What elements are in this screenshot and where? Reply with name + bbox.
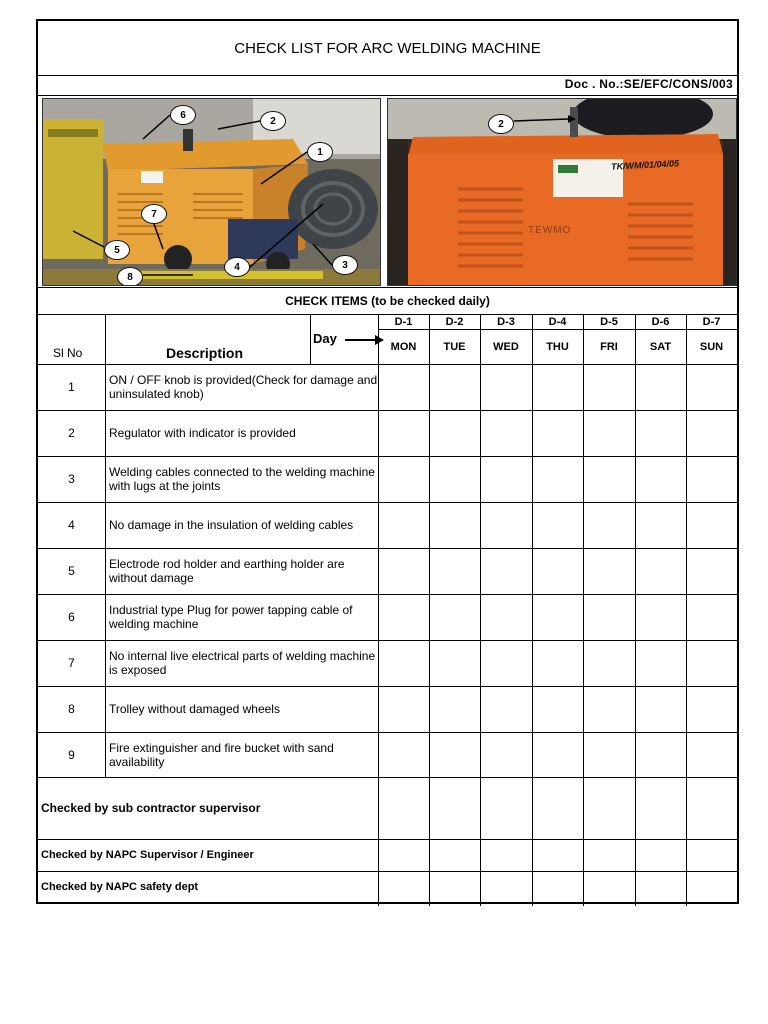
item-6-number: 6 bbox=[68, 610, 75, 624]
item-3-number: 3 bbox=[68, 472, 75, 486]
item-7-number: 7 bbox=[68, 656, 75, 670]
day-name-tue: TUE bbox=[443, 340, 466, 353]
item-5-description: Electrode rod holder and earthing holder are without damage bbox=[109, 557, 345, 585]
brand-mark: TEWMO bbox=[528, 225, 572, 236]
page-title: CHECK LIST FOR ARC WELDING MACHINE bbox=[234, 39, 541, 57]
item-4-number: 4 bbox=[68, 518, 75, 532]
welding-machine-illustration bbox=[43, 99, 381, 286]
doc-number: Doc . No.:SE/EFC/CONS/003 bbox=[564, 77, 733, 91]
welding-machine-closeup-illustration bbox=[388, 99, 737, 286]
item-2-number: 2 bbox=[68, 426, 75, 440]
callout-6: 6 bbox=[170, 105, 196, 125]
callout-2-closeup: 2 bbox=[488, 114, 514, 134]
item-6-description: Industrial type Plug for power tapping cable of welding machine bbox=[109, 603, 353, 631]
item-3-description: Welding cables connected to the welding machine with lugs at the joints bbox=[109, 465, 375, 493]
day-code-4: D-4 bbox=[548, 315, 567, 328]
signoff-napc-safety: Checked by NAPC safety dept bbox=[41, 880, 199, 893]
item-1-description: ON / OFF knob is provided(Check for damage and uninsulated knob) bbox=[109, 373, 378, 401]
item-2-description: Regulator with indicator is provided bbox=[109, 426, 296, 440]
day-code-5: D-5 bbox=[600, 315, 618, 328]
day-code-3: D-3 bbox=[497, 315, 515, 328]
section-title: CHECK ITEMS (to be checked daily) bbox=[285, 293, 490, 308]
signoff-napc-supervisor: Checked by NAPC Supervisor / Engineer bbox=[41, 849, 254, 861]
col-slno-header: Sl No bbox=[53, 346, 83, 360]
callout-1: 1 bbox=[307, 142, 333, 162]
item-4-description: No damage in the insulation of welding cables bbox=[109, 518, 354, 532]
welding-machine-photo-right bbox=[387, 98, 737, 286]
item-8-description: Trolley without damaged wheels bbox=[109, 702, 280, 716]
item-9-description: Fire extinguisher and fire bucket with sand availability bbox=[109, 741, 334, 769]
day-name-wed: WED bbox=[493, 340, 519, 353]
welding-machine-photo-left bbox=[42, 98, 381, 286]
checklist-form bbox=[36, 19, 739, 904]
signoff-sub-contractor: Checked by sub contractor supervisor bbox=[41, 801, 261, 815]
item-9-number: 9 bbox=[68, 748, 75, 762]
callout-3: 3 bbox=[332, 255, 358, 275]
day-name-sat: SAT bbox=[649, 340, 672, 353]
day-code-6: D-6 bbox=[651, 315, 670, 328]
callout-4: 4 bbox=[224, 257, 250, 277]
col-day-header: Day bbox=[313, 331, 337, 346]
day-name-thu: THU bbox=[546, 340, 569, 353]
col-description-header: Description bbox=[166, 345, 244, 361]
day-name-sun: SUN bbox=[699, 340, 724, 353]
callout-7: 7 bbox=[141, 204, 167, 224]
item-8-number: 8 bbox=[68, 702, 75, 716]
callout-2: 2 bbox=[260, 111, 286, 131]
equipment-tag: TK/WM/01/04/05 bbox=[610, 158, 680, 172]
day-name-mon: MON bbox=[390, 340, 417, 353]
item-7-description: No internal live electrical parts of welding machine is exposed bbox=[109, 649, 376, 677]
day-code-1: D-1 bbox=[394, 315, 413, 328]
day-code-2: D-2 bbox=[445, 315, 464, 328]
item-5-number: 5 bbox=[68, 564, 75, 578]
day-code-7: D-7 bbox=[702, 315, 721, 328]
item-1-number: 1 bbox=[68, 380, 75, 394]
callout-8: 8 bbox=[117, 267, 143, 286]
day-name-fri: FRI bbox=[600, 340, 618, 353]
callout-5: 5 bbox=[104, 240, 130, 260]
